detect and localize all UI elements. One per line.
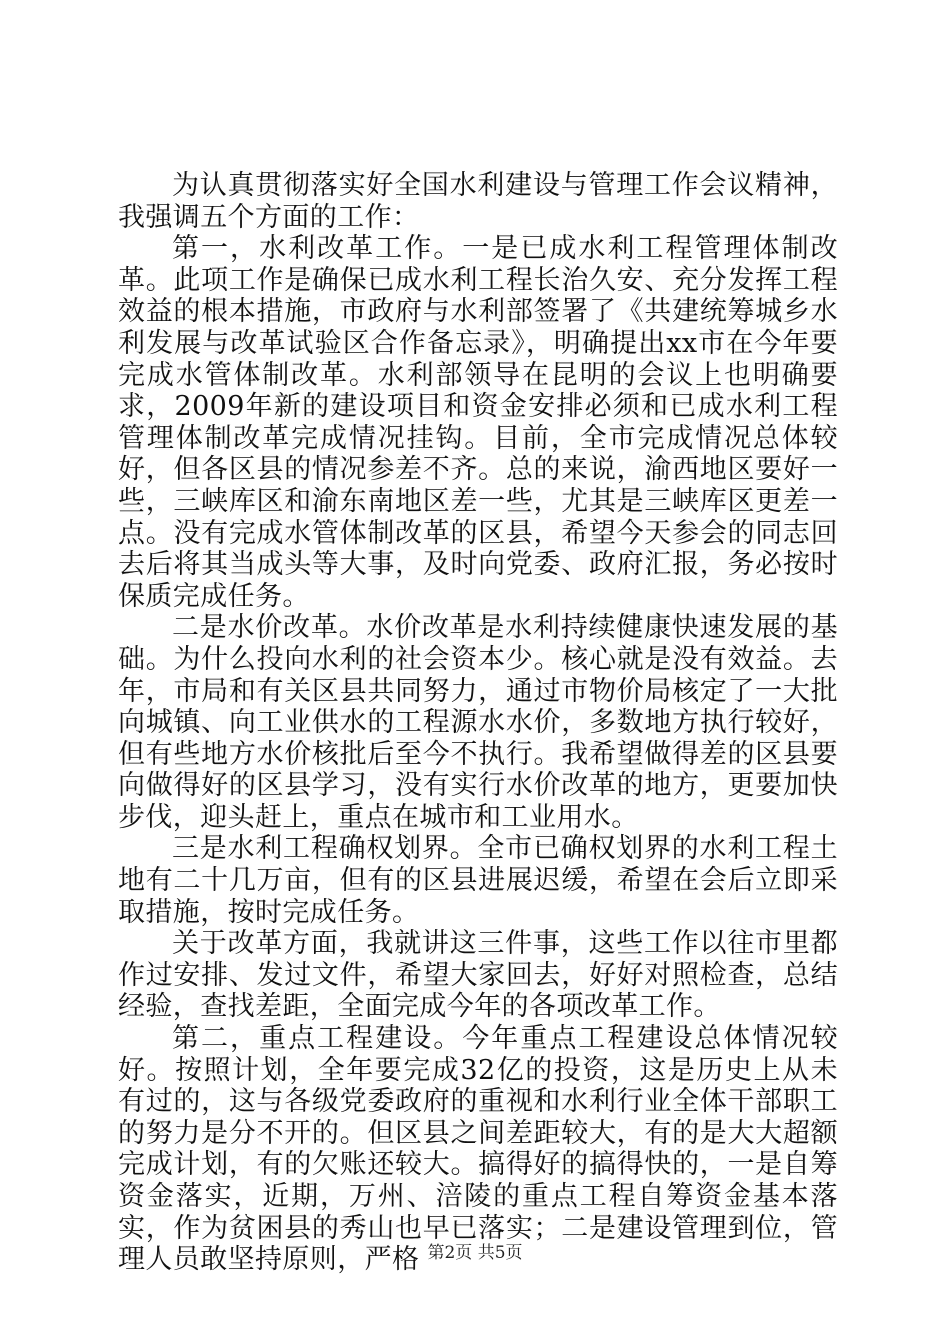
paragraph-intro: 为认真贯彻落实好全国水利建设与管理工作会议精神，我强调五个方面的工作： [118,170,838,233]
paragraph-reform-management: 第一，水利改革工作。一是已成水利工程管理体制改革。此项工作是确保已成水利工程长治久安、充分发挥工程效益的根本措施，市政府与水利部签署了《共建统筹城乡水利发展与改革试验区合作备忘录》，明确提出xx市在今年要完成水管体制改革。水利部领导在昆明的会议上也明确要求，2009年新的建设项目和资金安排必须和已成水利工程管理体制改革完成情况挂钩。目前，全市完成情况总体较好，但各区县的情况参差不齐。总的来说，渝西地区要好一些，三峡库区和渝东南地区差一些，尤其是三峡库区更差一点。没有完成水管体制改革的区县，希望今天参会的同志回去后将其当成头等大事，及时向党委、政府汇报，务必按时保质完成任务。 [118,233,838,612]
paragraph-land-rights: 三是水利工程确权划界。全市已确权划界的水利工程土地有二十几万亩，但有的区县进展迟缓，希望在会后立即采取措施，按时完成任务。 [118,833,838,928]
paragraph-reform-summary: 关于改革方面，我就讲这三件事，这些工作以往市里都作过安排、发过文件，希望大家回去，好好对照检查，总结经验，查找差距，全面完成今年的各项改革工作。 [118,928,838,1023]
paragraph-key-projects: 第二，重点工程建设。今年重点工程建设总体情况较好。按照计划，全年要完成32亿的投资，这是历史上从未有过的，这与各级党委政府的重视和水利行业全体干部职工的努力是分不开的。但区县之间差距较大，有的是大大超额完成计划，有的欠账还较大。搞得好的搞得快的，一是自筹资金落实，近期，万州、涪陵的重点工程自筹资金基本落实，作为贫困县的秀山也早已落实；二是建设管理到位，管理人员敢坚持原则，严格 [118,1023,838,1276]
document-body [118,170,838,1276]
paragraph-water-price-reform: 二是水价改革。水价改革是水利持续健康快速发展的基础。为什么投向水利的社会资本少。核心就是没有效益。去年，市局和有关区县共同努力，通过市物价局核定了一大批向城镇、向工业供水的工程源水水价，多数地方执行较好，但有些地方水价核批后至今不执行。我希望做得差的区县要向做得好的区县学习，没有实行水价改革的地方，更要加快步伐，迎头赶上，重点在城市和工业用水。 [118,612,838,833]
page-number-footer: 第2页 共5页 [427,1243,523,1263]
